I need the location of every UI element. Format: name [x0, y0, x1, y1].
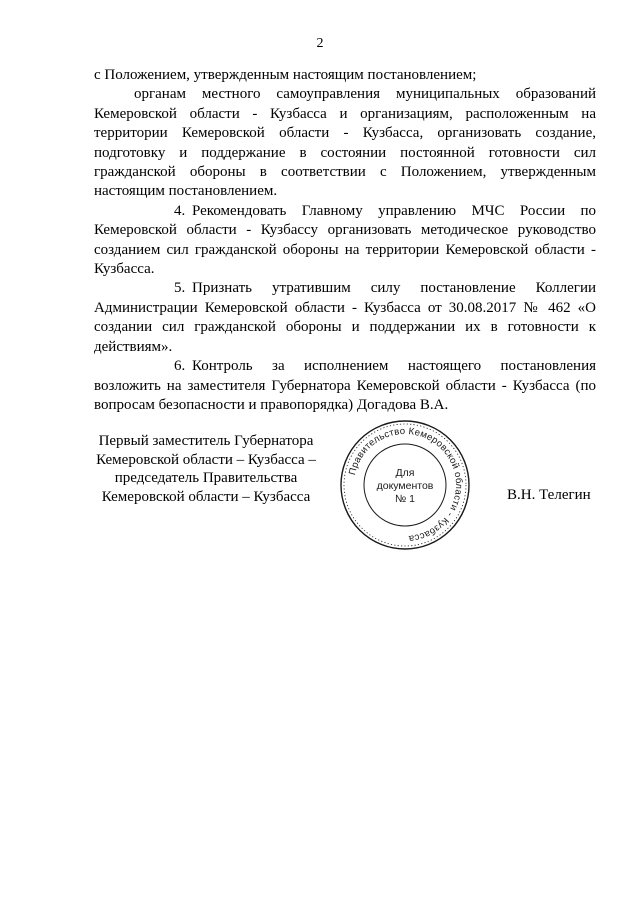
signatory-title-line: Кемеровской области – Кузбасса –: [96, 451, 316, 468]
signatory-title-line: Кемеровской области – Кузбасса: [101, 488, 311, 505]
item-number: 5.: [174, 280, 186, 297]
seal-ring-text: Правительство Кемеровской области - Кузбасса: [347, 425, 465, 544]
list-item: [94, 202, 596, 280]
seal-center-line: № 1: [394, 493, 416, 505]
item-text: Контроль за исполнением настоящего постановления возложить на заместителя Губернатора Кемеровской области - Кузбасса (по вопросам безопасности и правопорядка) Догадова В.А.: [94, 358, 596, 413]
signatory-title-line: председатель Правительства: [114, 470, 298, 486]
signatory-name: В.Н. Телегин: [507, 487, 591, 503]
item-number: 6.: [174, 358, 186, 375]
list-item: [94, 279, 596, 357]
seal-center-line: Для: [395, 467, 415, 479]
paragraph-local-governments: органам местного самоуправления муниципальных образований Кемеровской области - Кузбасса и организациям, расположенным на территории Кемеровской области - Кузбасса, организовать создание, подготовку и поддержание в состоянии постоянной готовности сил гражданской обороны в соответствии с Положением, утвержденным настоящим постановлением.: [94, 86, 596, 200]
item-text: Признать утратившим силу постановление Коллегии Администрации Кемеровской области - Кузбасса от 30.08.2017 № 462 «О создании сил гражданской обороны и поддержании их в готовности к действиям».: [94, 280, 596, 355]
official-seal-stamp: [338, 418, 472, 552]
document-body: [94, 66, 596, 415]
signatory-title: [80, 432, 332, 506]
page-number: 2: [316, 36, 324, 51]
list-item: [94, 357, 596, 415]
item-text: Рекомендовать Главному управлению МЧС России по Кемеровской области - Кузбассу организовать методическое руководство созданием сил гражданской обороны на территории Кемеровской области - Кузбасса.: [94, 202, 596, 278]
item-number: 4.: [174, 202, 186, 219]
paragraph-continuation: с Положением, утвержденным настоящим постановлением;: [94, 67, 477, 83]
seal-center-line: документов: [376, 480, 434, 492]
signatory-title-line: Первый заместитель Губернатора: [98, 433, 314, 449]
